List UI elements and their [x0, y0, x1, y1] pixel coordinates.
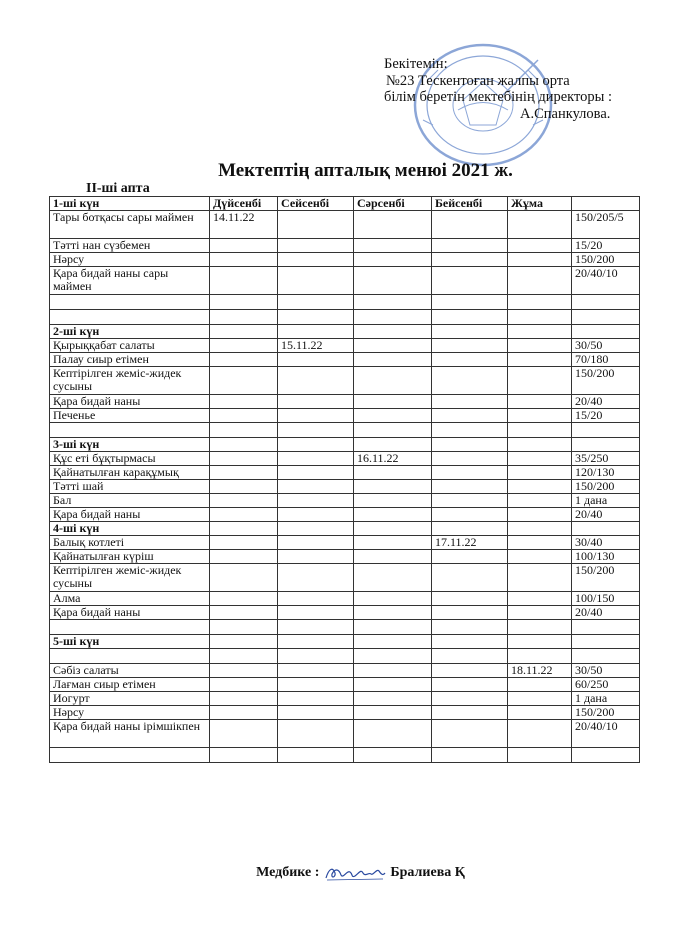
table-cell [432, 267, 508, 295]
table-cell [508, 720, 572, 748]
table-cell: 150/200 [572, 564, 640, 592]
table-cell [210, 339, 278, 353]
table-cell [354, 620, 432, 635]
table-cell [354, 253, 432, 267]
table-row [50, 452, 640, 466]
table-row [50, 325, 640, 339]
table-cell [432, 508, 508, 522]
table-cell: 20/40 [572, 508, 640, 522]
table-cell [432, 635, 508, 649]
table-cell [278, 606, 354, 620]
table-cell [354, 522, 432, 536]
table-row [50, 494, 640, 508]
table-cell [210, 494, 278, 508]
table-cell: 15.11.22 [278, 339, 354, 353]
table-row [50, 253, 640, 267]
page-title: Мектептің апталық менюі 2021 ж. [218, 160, 513, 181]
table-cell [432, 452, 508, 466]
table-cell [354, 550, 432, 564]
table-cell [210, 409, 278, 423]
table-cell [508, 367, 572, 395]
table-cell [278, 494, 354, 508]
table-cell: Қара бидай наны [50, 606, 210, 620]
table-cell [210, 325, 278, 339]
table-cell [210, 649, 278, 664]
table-cell [354, 508, 432, 522]
table-cell [432, 649, 508, 664]
table-cell [210, 452, 278, 466]
table-cell [508, 325, 572, 339]
table-cell [432, 678, 508, 692]
table-cell: Қырыққабат салаты [50, 339, 210, 353]
table-cell [354, 367, 432, 395]
table-cell [432, 423, 508, 438]
table-cell: 15/20 [572, 409, 640, 423]
table-cell [432, 253, 508, 267]
table-cell [278, 620, 354, 635]
table-cell: 150/205/5 [572, 211, 640, 239]
table-cell: Нәрсу [50, 253, 210, 267]
table-cell [50, 748, 210, 763]
table-cell: 120/130 [572, 466, 640, 480]
table-cell: 5-ші күн [50, 635, 210, 649]
table-cell [210, 423, 278, 438]
table-cell [508, 395, 572, 409]
table-cell: 150/200 [572, 706, 640, 720]
table-cell [432, 564, 508, 592]
table-cell [278, 692, 354, 706]
table-cell: Қайнатылған карақұмық [50, 466, 210, 480]
table-cell [210, 748, 278, 763]
table-cell: Нәрсу [50, 706, 210, 720]
table-cell [210, 508, 278, 522]
table-cell: Алма [50, 592, 210, 606]
table-row [50, 678, 640, 692]
table-cell: 30/50 [572, 339, 640, 353]
table-cell [354, 720, 432, 748]
table-cell [210, 353, 278, 367]
table-cell [432, 438, 508, 452]
table-cell [278, 664, 354, 678]
table-cell [354, 395, 432, 409]
table-cell [210, 395, 278, 409]
table-cell [508, 423, 572, 438]
table-cell [432, 466, 508, 480]
table-cell [572, 438, 640, 452]
table-cell [210, 267, 278, 295]
table-cell: Құс еті бұқтырмасы [50, 452, 210, 466]
table-cell [572, 423, 640, 438]
table-cell [278, 522, 354, 536]
table-cell [432, 367, 508, 395]
table-cell: Балық котлеті [50, 536, 210, 550]
table-cell [354, 267, 432, 295]
table-cell [278, 748, 354, 763]
table-row [50, 310, 640, 325]
nurse-label: Медбике : [256, 865, 320, 881]
table-cell [572, 635, 640, 649]
table-cell [572, 748, 640, 763]
table-row [50, 409, 640, 423]
table-cell [354, 239, 432, 253]
table-cell [278, 466, 354, 480]
table-cell [50, 649, 210, 664]
table-cell: Қара бидай наны ірімшікпен [50, 720, 210, 748]
table-cell: 20/40 [572, 606, 640, 620]
table-cell [572, 522, 640, 536]
table-cell [210, 692, 278, 706]
table-cell [508, 211, 572, 239]
table-cell [432, 748, 508, 763]
table-cell [354, 438, 432, 452]
table-cell [210, 310, 278, 325]
table-cell: Сәбіз салаты [50, 664, 210, 678]
table-cell: Палау сиыр етімен [50, 353, 210, 367]
table-cell [432, 592, 508, 606]
table-cell [278, 267, 354, 295]
table-cell [432, 211, 508, 239]
table-cell [278, 649, 354, 664]
table-cell [508, 706, 572, 720]
week-label: ІІ-ші апта [86, 181, 150, 196]
table-row [50, 649, 640, 664]
table-cell [210, 592, 278, 606]
table-cell [432, 522, 508, 536]
table-cell [210, 706, 278, 720]
table-cell [508, 748, 572, 763]
table-cell [354, 480, 432, 494]
table-cell [354, 339, 432, 353]
table-cell: Бейсенбі [432, 197, 508, 211]
table-cell [278, 438, 354, 452]
table-cell [508, 480, 572, 494]
table-cell [354, 409, 432, 423]
table-cell [210, 367, 278, 395]
table-cell [508, 452, 572, 466]
table-cell [508, 692, 572, 706]
table-row [50, 395, 640, 409]
table-cell: Иогурт [50, 692, 210, 706]
table-cell [210, 678, 278, 692]
table-cell [432, 706, 508, 720]
table-cell [432, 295, 508, 310]
table-cell [354, 664, 432, 678]
table-cell [572, 620, 640, 635]
menu-table [49, 196, 640, 763]
table-cell: Лағман сиыр етімен [50, 678, 210, 692]
table-cell [354, 211, 432, 239]
table-cell: Кептірілген жеміс-жидек сусыны [50, 564, 210, 592]
table-cell [210, 564, 278, 592]
table-cell [278, 720, 354, 748]
table-cell [432, 353, 508, 367]
table-row [50, 353, 640, 367]
table-cell [508, 267, 572, 295]
table-cell [432, 550, 508, 564]
table-cell: 150/200 [572, 480, 640, 494]
table-cell: Жұма [508, 197, 572, 211]
table-cell [278, 480, 354, 494]
table-cell [508, 522, 572, 536]
table-cell: Печенье [50, 409, 210, 423]
table-cell [432, 310, 508, 325]
table-cell: 17.11.22 [432, 536, 508, 550]
table-cell [508, 606, 572, 620]
table-cell [278, 211, 354, 239]
table-cell [354, 353, 432, 367]
approval-block [384, 56, 612, 122]
table-cell: 100/150 [572, 592, 640, 606]
table-row [50, 522, 640, 536]
table-cell: 20/40 [572, 395, 640, 409]
table-header-row [50, 197, 640, 211]
table-cell [508, 353, 572, 367]
table-cell [508, 409, 572, 423]
table-cell [572, 325, 640, 339]
table-cell: 18.11.22 [508, 664, 572, 678]
table-cell [432, 239, 508, 253]
table-cell: 1 дана [572, 692, 640, 706]
table-cell [278, 409, 354, 423]
table-cell [508, 339, 572, 353]
table-cell [508, 620, 572, 635]
table-row [50, 536, 640, 550]
table-cell [432, 620, 508, 635]
table-cell [278, 295, 354, 310]
approval-line-3: білім беретін мектебінің директоры : [384, 89, 613, 105]
table-cell [278, 678, 354, 692]
table-row [50, 706, 640, 720]
table-cell: Қара бидай наны сары маймен [50, 267, 210, 295]
table-cell: 2-ші күн [50, 325, 210, 339]
table-row [50, 550, 640, 564]
table-cell [278, 423, 354, 438]
table-row [50, 466, 640, 480]
table-row [50, 592, 640, 606]
approval-line-4: А.Спанкулова. [520, 105, 611, 122]
table-cell [432, 494, 508, 508]
table-cell: Тәтті шай [50, 480, 210, 494]
table-cell: 30/40 [572, 536, 640, 550]
table-cell: Сәрсенбі [354, 197, 432, 211]
table-cell [210, 664, 278, 678]
table-cell: 100/130 [572, 550, 640, 564]
table-cell [572, 197, 640, 211]
table-cell: Қара бидай наны [50, 395, 210, 409]
table-cell [432, 325, 508, 339]
table-cell: Бал [50, 494, 210, 508]
table-cell [354, 466, 432, 480]
table-cell [432, 395, 508, 409]
table-cell [508, 466, 572, 480]
table-row [50, 635, 640, 649]
table-cell: 1-ші күн [50, 197, 210, 211]
table-cell [278, 367, 354, 395]
table-row [50, 295, 640, 310]
table-cell [210, 466, 278, 480]
table-row [50, 748, 640, 763]
table-cell [50, 295, 210, 310]
table-cell [508, 592, 572, 606]
table-row [50, 720, 640, 748]
table-cell [508, 253, 572, 267]
table-row [50, 480, 640, 494]
table-cell: 16.11.22 [354, 452, 432, 466]
table-cell: 3-ші күн [50, 438, 210, 452]
table-cell: 30/50 [572, 664, 640, 678]
table-row [50, 508, 640, 522]
table-cell [508, 508, 572, 522]
table-cell [210, 239, 278, 253]
table-cell [210, 635, 278, 649]
table-cell [354, 310, 432, 325]
approval-line-2: №23 Тескентоған жалпы орта [386, 72, 570, 89]
table-cell [432, 720, 508, 748]
table-cell [572, 649, 640, 664]
table-cell [278, 564, 354, 592]
table-cell [354, 692, 432, 706]
table-cell [210, 550, 278, 564]
table-cell [50, 310, 210, 325]
table-cell [508, 295, 572, 310]
table-cell [50, 423, 210, 438]
table-cell [278, 239, 354, 253]
table-cell [354, 536, 432, 550]
table-cell: Қайнатылған күріш [50, 550, 210, 564]
table-cell [354, 649, 432, 664]
table-cell [210, 720, 278, 748]
table-cell [210, 295, 278, 310]
table-cell [278, 536, 354, 550]
table-cell [278, 395, 354, 409]
table-cell [278, 253, 354, 267]
table-cell [354, 606, 432, 620]
table-cell [278, 635, 354, 649]
table-row [50, 564, 640, 592]
table-cell: 150/200 [572, 253, 640, 267]
table-cell [278, 592, 354, 606]
table-cell: 20/40/10 [572, 267, 640, 295]
footer-signature [0, 864, 691, 882]
table-cell: 4-ші күн [50, 522, 210, 536]
table-row [50, 438, 640, 452]
table-cell [508, 678, 572, 692]
table-cell: 60/250 [572, 678, 640, 692]
table-cell [210, 480, 278, 494]
table-cell [508, 239, 572, 253]
table-cell [508, 310, 572, 325]
table-cell [354, 325, 432, 339]
table-cell [508, 649, 572, 664]
table-cell [508, 494, 572, 508]
table-cell [278, 550, 354, 564]
table-cell [354, 564, 432, 592]
handwritten-signature [323, 864, 387, 882]
table-cell [432, 692, 508, 706]
table-cell [50, 620, 210, 635]
table-cell [278, 508, 354, 522]
table-cell [572, 310, 640, 325]
table-cell: Кептірілген жеміс-жидек сусыны [50, 367, 210, 395]
table-cell: 150/200 [572, 367, 640, 395]
table-cell [432, 606, 508, 620]
table-cell [278, 310, 354, 325]
table-cell [432, 339, 508, 353]
table-row [50, 692, 640, 706]
table-cell [210, 522, 278, 536]
table-cell [354, 706, 432, 720]
table-cell [572, 295, 640, 310]
table-row [50, 339, 640, 353]
nurse-name: Бралиева Қ [390, 865, 465, 881]
table-cell [508, 438, 572, 452]
table-cell [432, 480, 508, 494]
approval-line-1: Бекітемін: [384, 56, 448, 72]
table-cell: Дүйсенбі [210, 197, 278, 211]
table-cell [278, 706, 354, 720]
table-cell [354, 295, 432, 310]
table-row [50, 239, 640, 253]
table-row [50, 267, 640, 295]
table-cell [210, 536, 278, 550]
table-row [50, 606, 640, 620]
table-row [50, 664, 640, 678]
table-cell [508, 550, 572, 564]
table-cell: 14.11.22 [210, 211, 278, 239]
table-cell [278, 353, 354, 367]
table-cell [508, 536, 572, 550]
table-cell [508, 564, 572, 592]
table-cell: 1 дана [572, 494, 640, 508]
table-cell: Тәтті нан сүзбемен [50, 239, 210, 253]
table-cell [354, 494, 432, 508]
table-cell [432, 409, 508, 423]
table-cell [210, 606, 278, 620]
table-cell [210, 620, 278, 635]
table-row [50, 620, 640, 635]
table-cell [354, 423, 432, 438]
table-cell: 20/40/10 [572, 720, 640, 748]
table-cell [210, 253, 278, 267]
table-cell [508, 635, 572, 649]
table-cell [354, 592, 432, 606]
table-row [50, 211, 640, 239]
table-cell [278, 325, 354, 339]
table-cell [210, 438, 278, 452]
table-cell [354, 678, 432, 692]
table-cell: Сейсенбі [278, 197, 354, 211]
table-cell: Қара бидай наны [50, 508, 210, 522]
table-cell: 70/180 [572, 353, 640, 367]
table-cell: 35/250 [572, 452, 640, 466]
table-row [50, 423, 640, 438]
table-cell [432, 664, 508, 678]
table-cell [354, 635, 432, 649]
table-cell [278, 452, 354, 466]
table-cell [354, 748, 432, 763]
table-row [50, 367, 640, 395]
table-cell: Тары ботқасы сары маймен [50, 211, 210, 239]
table-cell: 15/20 [572, 239, 640, 253]
